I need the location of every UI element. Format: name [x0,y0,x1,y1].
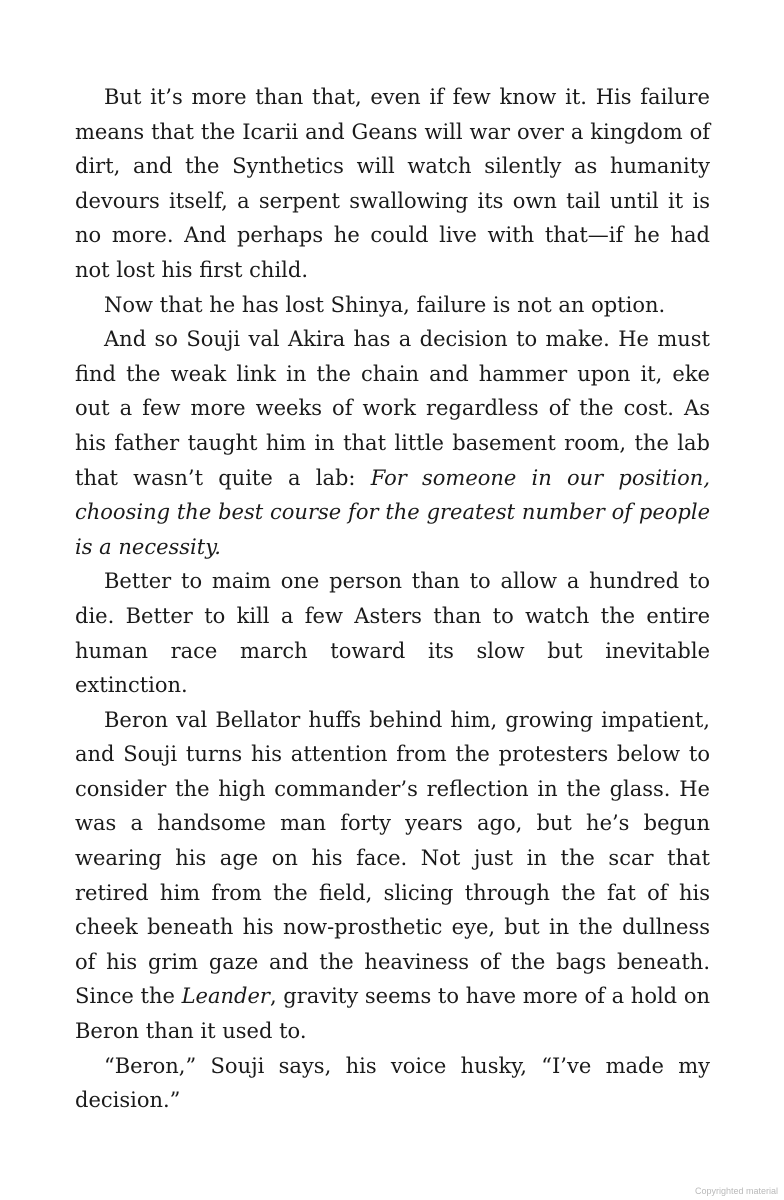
paragraph-4-text: Better to maim one person than to allow a hundred to die. Better to kill a few Asters than to watch the entire human race march toward its slow but inevitable extinction. [75,569,710,698]
paragraph-2 [75,288,710,323]
paragraph-1-text: But it’s more than that, even if few know it. His failure means that the Icarii and Geans will war over a kingdom of dirt, and the Synthetics will watch silently as humanity devours itself, a serpent swallowing its own tail until it is no more. And perhaps he could live with that—if he had not lost his first child. [75,85,710,282]
paragraph-6-text: “Beron,” Souji says, his voice husky, “I’ve made my decision.” [75,1053,710,1113]
paragraph-3-text: And so Souji val Akira has a decision to make. He must find the weak link in the chain and hammer upon it, eke out a few more weeks of work regardless of the cost. As his father taught him in that little basement room, the lab that wasn’t quite a lab: [75,327,710,490]
copyright-watermark: Copyrighted material [694,1186,778,1196]
paragraph-5-text-end: , gravity seems to have more of a hold on Beron than it used to. [75,984,710,1044]
paragraph-4 [75,564,710,702]
paragraph-3 [75,322,710,564]
paragraph-5-ship-name: Leander [181,984,270,1009]
paragraph-1 [75,80,710,288]
paragraph-2-text: Now that he has lost Shinya, failure is not an option. [104,292,666,317]
paragraph-6 [75,1049,710,1118]
book-page-body [75,80,710,1118]
paragraph-5-text-start: Beron val Bellator huffs behind him, growing impatient, and Souji turns his attention from the protesters below to consider the high commander’s reflection in the glass. He was a handsome man forty years ago, but he’s begun wearing his age on his face. Not just in the scar that retired him from the field, slicing through the fat of his cheek beneath his now-prosthetic eye, but in the dullness of his grim gaze and the heaviness of the bags beneath. Since the [75,707,710,1009]
paragraph-5 [75,703,710,1049]
paragraph-3-italic-quote: For someone in our position, choosing the best course for the greatest number of people is a necessity. [75,465,710,559]
